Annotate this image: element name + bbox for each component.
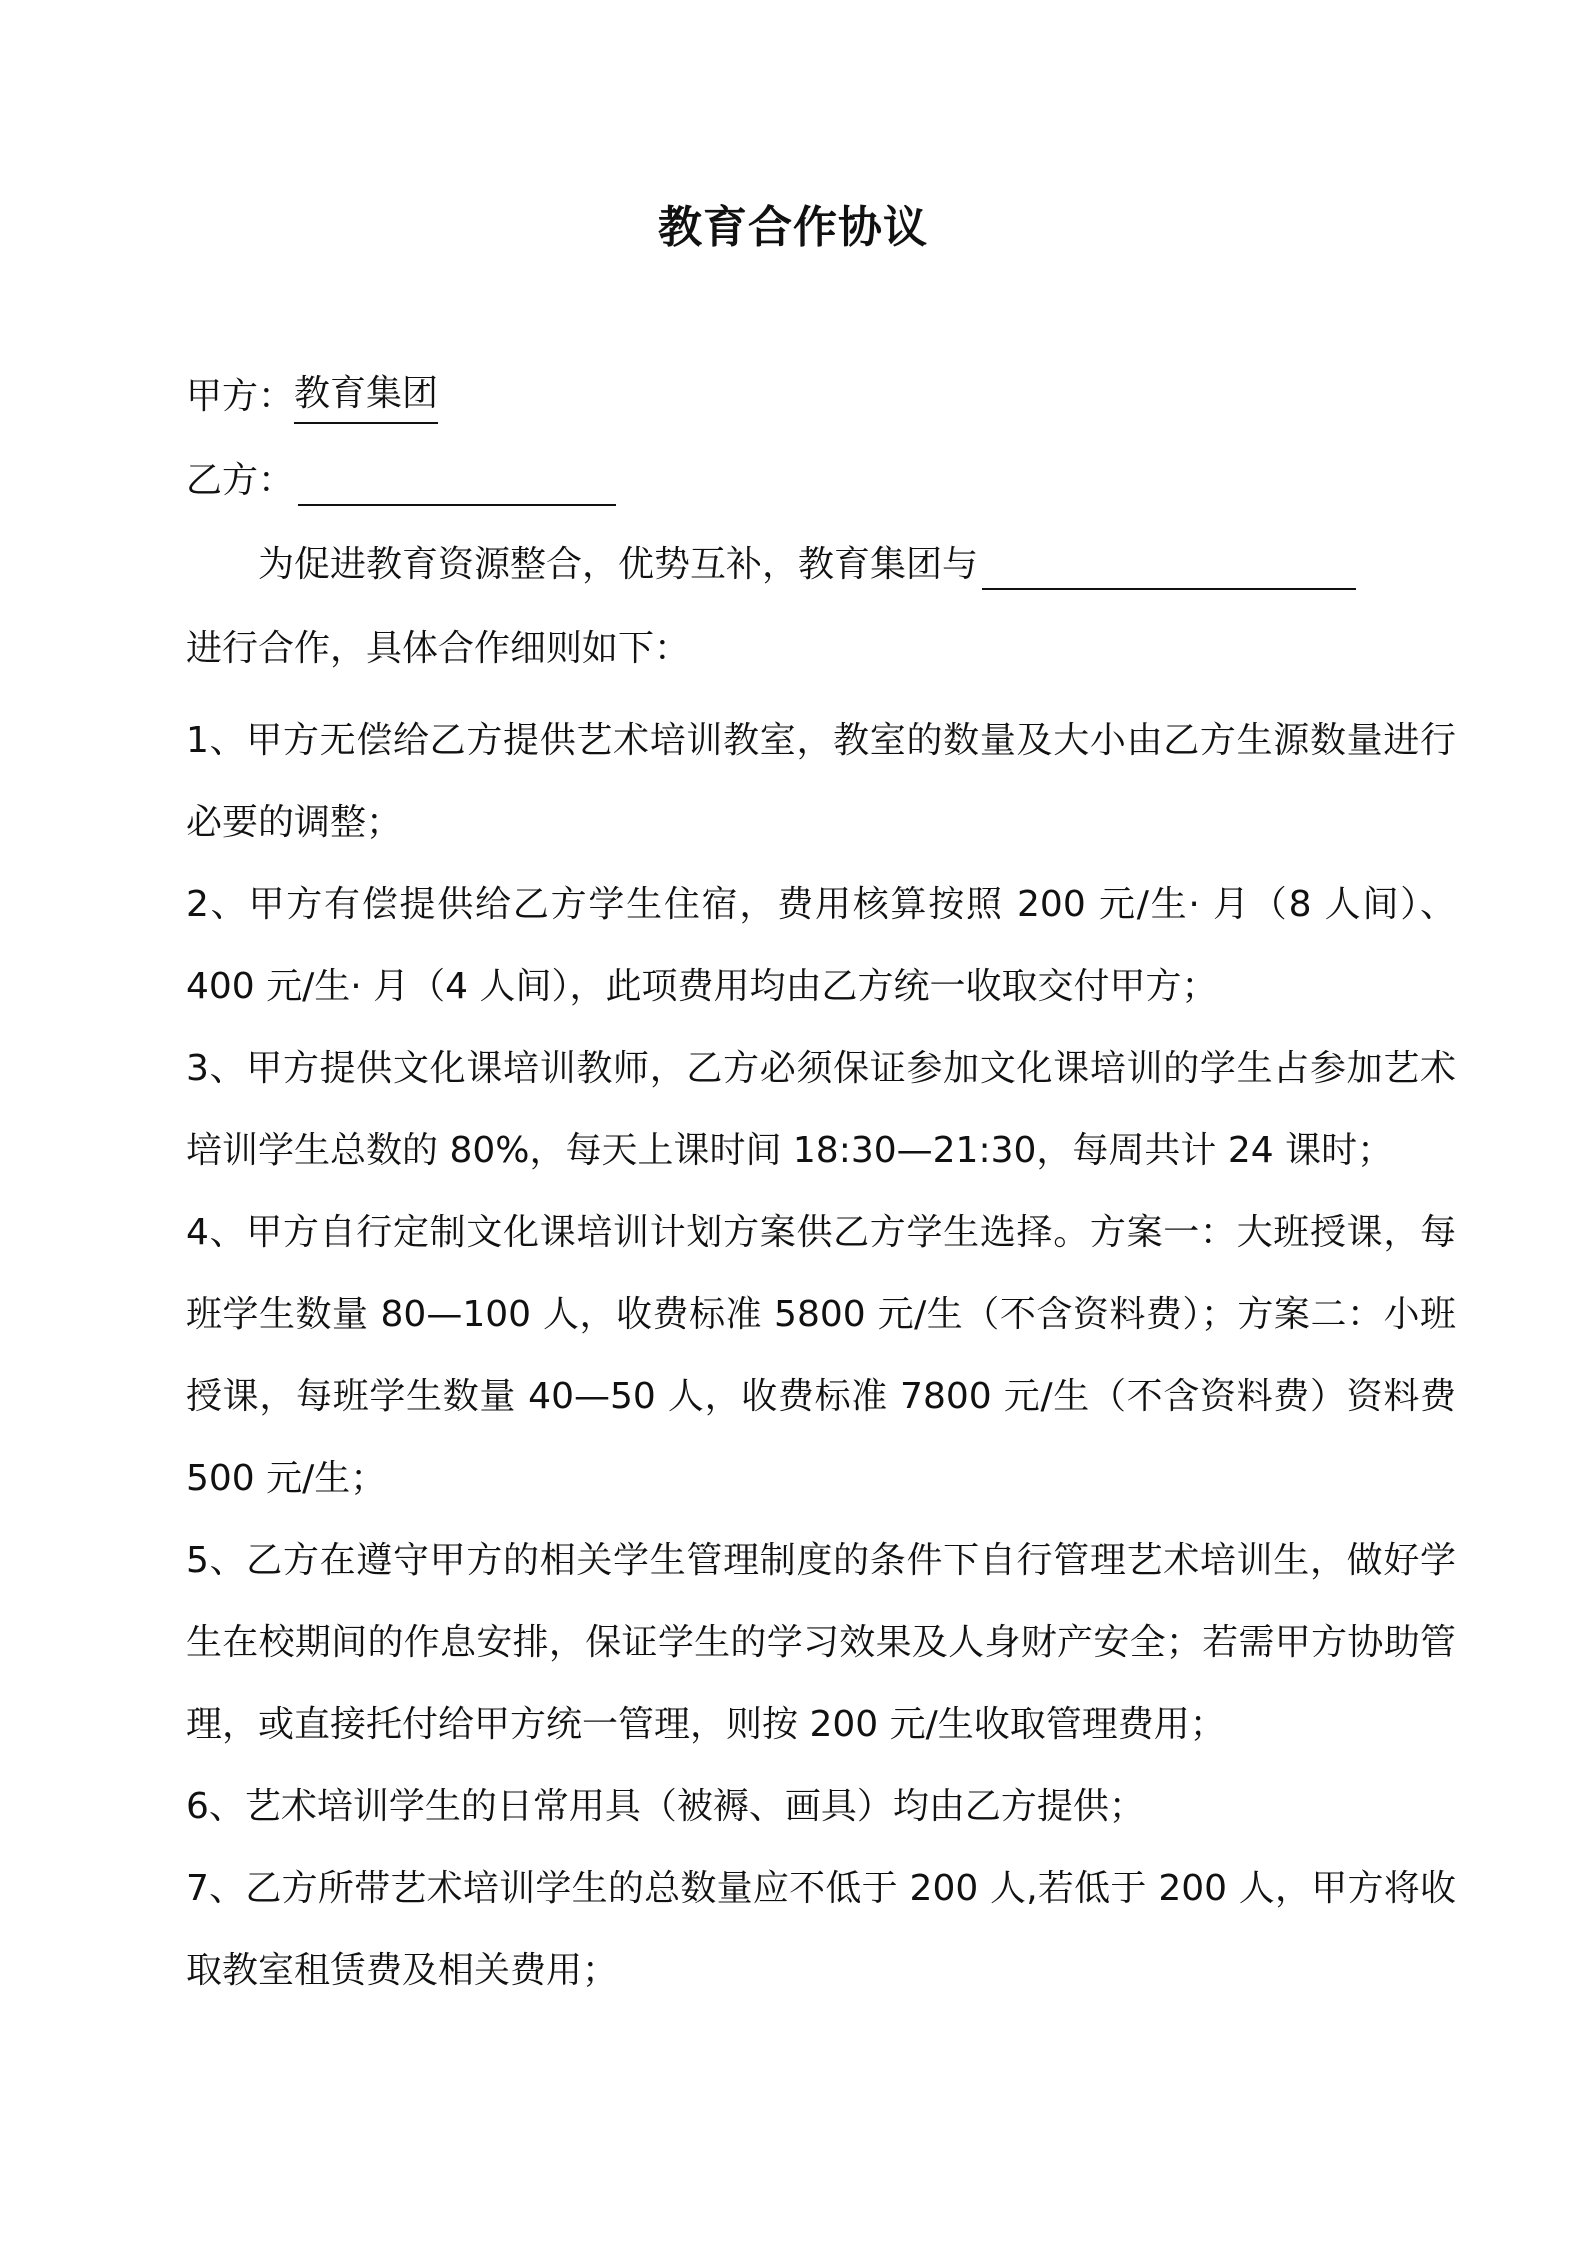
clause-1: 1、甲方无偿给乙方提供艺术培训教室，教室的数量及大小由乙方生源数量进行必要的调整； (186, 720, 1456, 843)
intro-line-1 (258, 540, 1356, 590)
clause-5: 5、乙方在遵守甲方的相关学生管理制度的条件下自行管理艺术培训生，做好学生在校期间的作息安排，保证学生的学习效果及人身财产安全；若需甲方协助管理，或直接托付给甲方统一管理，则按 200 元/生收取管理费用； (186, 1540, 1456, 1745)
cooperation-partner-blank (982, 548, 1356, 590)
party-a-line (186, 372, 438, 424)
intro-text-1: 为促进教育资源整合，优势互补，教育集团与 (258, 544, 979, 585)
clause-3: 3、甲方提供文化课培训教师，乙方必须保证参加文化课培训的学生占参加艺术培训学生总数的 80%，每天上课时间 18:30—21:30，每周共计 24 课时； (186, 1048, 1456, 1171)
clause-2: 2、甲方有偿提供给乙方学生住宿，费用核算按照 200 元/生· 月（8 人间）、400 元/生· 月（4 人间），此项费用均由乙方统一收取交付甲方； (186, 884, 1456, 1007)
clause-7: 7、乙方所带艺术培训学生的总数量应不低于 200 人,若低于 200 人，甲方将收取教室租赁费及相关费用； (186, 1868, 1456, 1991)
party-b-label: 乙方： (186, 460, 295, 501)
party-b-blank (298, 464, 616, 506)
document-title: 教育合作协议 (658, 202, 928, 253)
clause-4: 4、甲方自行定制文化课培训计划方案供乙方学生选择。方案一：大班授课，每班学生数量 80—100 人，收费标准 5800 元/生（不含资料费）；方案二：小班授课，每班学生数量 40—50 人，收费标准 7800 元/生（不含资料费）资料费 500 元/生； (186, 1212, 1456, 1499)
party-b-line (186, 456, 616, 506)
party-a-name: 教育集团 (294, 372, 438, 424)
intro-line-2: 进行合作，具体合作细则如下： (186, 628, 691, 669)
clause-6: 6、艺术培训学生的日常用具（被褥、画具）均由乙方提供； (186, 1786, 1145, 1827)
party-a-label: 甲方： (186, 376, 295, 417)
